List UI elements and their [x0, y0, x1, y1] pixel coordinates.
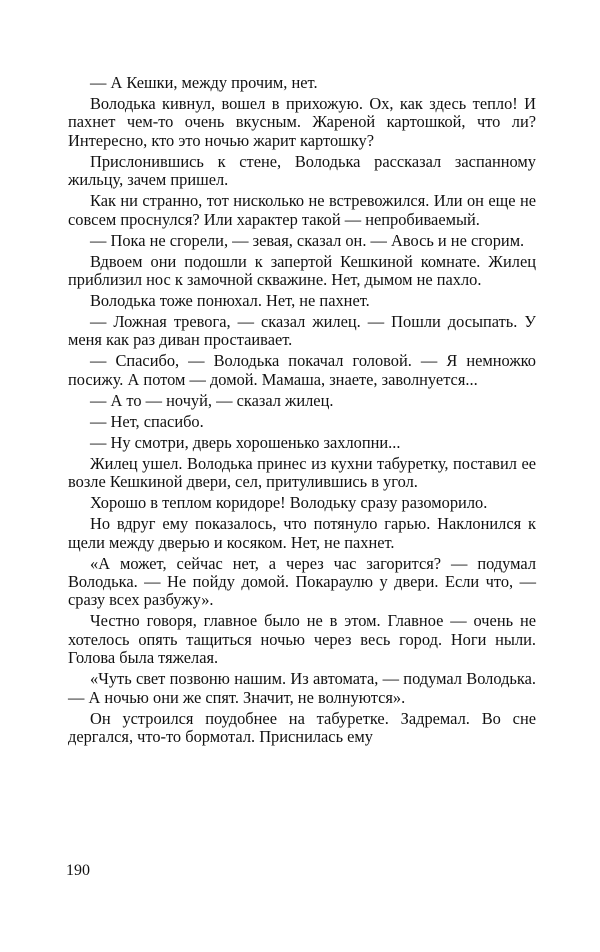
- paragraph: — Ну смотри, дверь хорошенько захлопни...: [90, 432, 401, 452]
- paragraph: Он устроился поудобнее на табуретке. Задремал. Во сне дергался, что-то бормотал. Приснилась ему: [68, 708, 536, 747]
- paragraph: — Спасибо, — Володька покачал головой. — Я немножко посижу. А потом — домой. Мамаша, знаете, заволнуется...: [68, 351, 536, 389]
- paragraph: Но вдруг ему показалось, что потянуло гарью. Наклонился к щели между дверью и косяком. Нет, не пахнет.: [68, 514, 536, 552]
- text-block: [68, 74, 536, 749]
- paragraph: — Ложная тревога, — сказал жилец. — Пошли досыпать. У меня как раз диван простаивает.: [68, 312, 536, 350]
- paragraph: Честно говоря, главное было не в этом. Главное — очень не хотелось опять тащиться ночью через весь город. Ноги ныли. Голова была тяжелая.: [68, 611, 536, 668]
- paragraph: — Нет, спасибо.: [90, 411, 204, 431]
- paragraph: Хорошо в теплом коридоре! Володьку сразу разоморило.: [90, 493, 488, 513]
- paragraph: Жилец ушел. Володька принес из кухни табуретку, поставил ее возле Кешкиной двери, сел, притулившись в угол.: [68, 453, 536, 492]
- paragraph: Вдвоем они подошли к запертой Кешкиной комнате. Жилец приблизил нос к замочной скважине. Нет, дымом не пахло.: [68, 251, 536, 290]
- paragraph: Как ни странно, тот нисколько не встревожился. Или он еще не совсем проснулся? Или характер такой — непробиваемый.: [68, 191, 536, 229]
- paragraph: «Чуть свет позвоню нашим. Из автомата, — подумал Володька. — А ночью они же спят. Значит, не волнуются».: [68, 669, 536, 707]
- paragraph: Володька кивнул, вошел в прихожую. Ох, как здесь тепло! И пахнет чем-то очень вкусным. Жареной картошкой, что ли? Интересно, кто это ночью жарит картошку?: [68, 94, 536, 150]
- paragraph: Володька тоже понюхал. Нет, не пахнет.: [90, 291, 370, 311]
- paragraph: «А может, сейчас нет, а через час загорится? — подумал Володька. — Не пойду домой. Покараулю у двери. Если что, — сразу всех разбужу».: [68, 553, 536, 610]
- paragraph: — А то — ночуй, — сказал жилец.: [90, 390, 334, 410]
- paragraph: — Пока не сгорели, — зевая, сказал он. — Авось и не сгорим.: [90, 230, 525, 250]
- paragraph: Прислонившись к стене, Володька рассказал заспанному жильцу, зачем пришел.: [68, 151, 536, 190]
- paragraph: — А Кешки, между прочим, нет.: [90, 73, 318, 92]
- page-number: 190: [66, 862, 90, 879]
